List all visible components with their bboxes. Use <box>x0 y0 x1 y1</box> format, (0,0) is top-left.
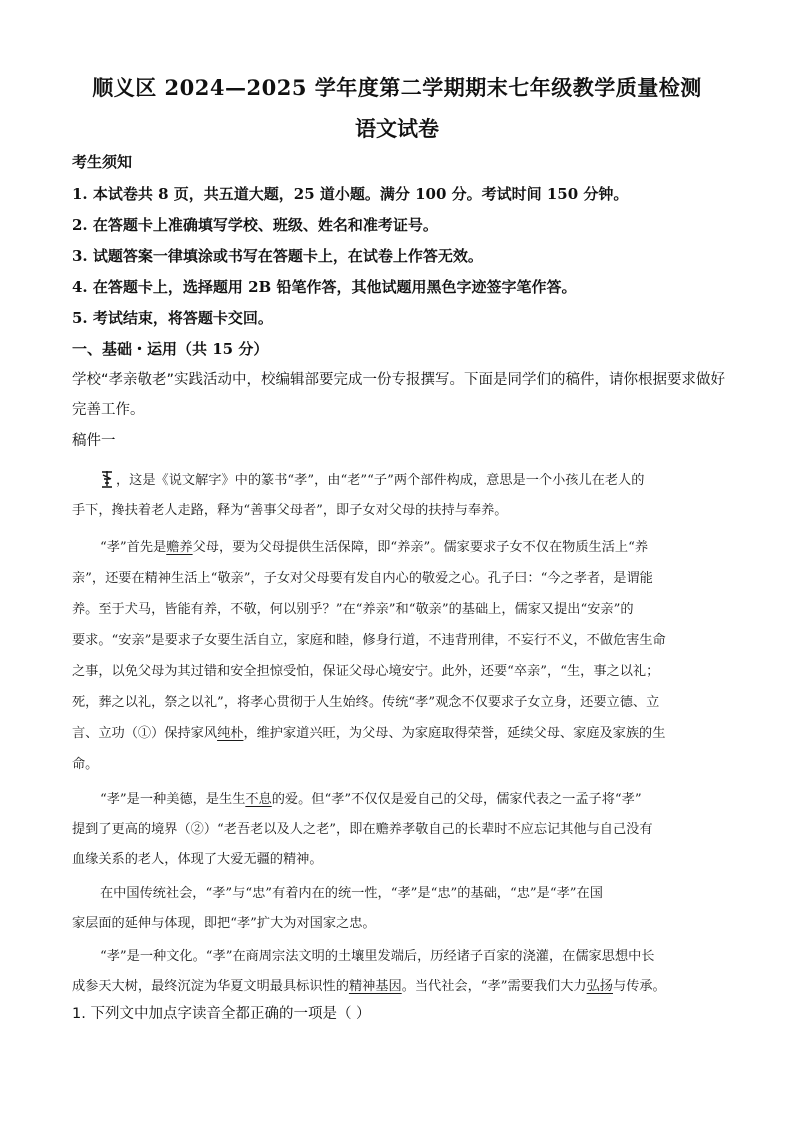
section-heading: 一、基础・运用（共 15 分） <box>72 340 269 358</box>
draft-p2-l7a: 言、立功（①）保持家风 <box>72 726 218 741</box>
draft-p1-line-2: 手下，搀扶着老人走路，释为“善事父母者”，即子女对父母的扶持与奉养。 <box>72 503 508 518</box>
draft-p3-l1a: “孝”是一种美德，是生生 <box>100 792 246 807</box>
draft-p2-l7u: 纯朴 <box>217 726 244 741</box>
draft-p2-line-6: 死，葬之以礼，祭之以礼”，将孝心贯彻于人生始终。传统“孝”观念不仅要求子女立身，还要立德、立 <box>72 695 660 710</box>
draft-p3-l1u: 不息 <box>245 792 272 807</box>
draft-p2-line-1 <box>100 538 648 558</box>
notice-item-2: 2. 在答题卡上准确填写学校、班级、姓名和准考证号。 <box>72 216 438 234</box>
draft-p2-line-3: 养。至于犬马，皆能有养，不敬，何以别乎？”在“养亲”和“敬亲”的基础上，儒家又提出“安亲”的 <box>72 602 634 617</box>
draft-p4-line-2: 家层面的延伸与体现，即把“孝”扩大为对国家之忠。 <box>72 916 376 931</box>
draft-p2-l1a: “孝”首先是 <box>100 540 167 555</box>
draft-p3-line-3: 血缘关系的老人，体现了大爱无疆的精神。 <box>72 852 323 867</box>
draft-p2-line-7 <box>72 724 665 744</box>
draft-p2-line-2: 亲”，还要在精神生活上“敬亲”，子女对父母要有发自内心的敬爱之心。孔子曰：“今之孝者，是谓能 <box>72 571 653 586</box>
exam-subtitle: 语文试卷 <box>355 116 439 141</box>
draft-p3-l1b: 的爱。但“孝”不仅仅是爱自己的父母，儒家代表之一孟子将“孝” <box>271 792 642 807</box>
draft-label: 稿件一 <box>72 433 116 449</box>
draft-p2-l1u: 赡养 <box>166 540 193 555</box>
draft-p2-l7b: ，维护家道兴旺，为父母、为家庭取得荣誉，延续父母、家庭及家族的生 <box>243 726 666 741</box>
draft-p5-l2c: 与传承。 <box>612 979 666 994</box>
draft-p3-line-1 <box>100 790 642 810</box>
notice-item-3: 3. 试题答案一律填涂或书写在答题卡上，在试卷上作答无效。 <box>72 247 483 265</box>
notice-heading: 考生须知 <box>72 153 133 171</box>
notice-item-1: 1. 本试卷共 8 页，共五道大题，25 道小题。满分 100 分。考试时间 150 分钟。 <box>72 185 629 203</box>
notice-item-5: 5. 考试结束，将答题卡交回。 <box>72 309 273 327</box>
draft-p2-line-8: 命。 <box>72 757 99 772</box>
draft-p1-line-1 <box>100 470 644 491</box>
draft-p2-line-4: 要求。“安亲”是要求子女要生活自立，家庭和睦，修身行道，不违背刑律，不妄行不义，不做危害生命 <box>72 633 666 648</box>
draft-p2-l1b: 父母，要为父母提供生活保障，即“养亲”。儒家要求子女不仅在物质生活上“养 <box>192 540 649 555</box>
draft-p3-line-2: 提到了更高的境界（②）“老吾老以及人之老”，即在赡养孝敬自己的长辈时不应忘记其他与自己没有 <box>72 822 653 837</box>
draft-p5-line-1: “孝”是一种文化。“孝”在商周宗法文明的土壤里发端后，历经诸子百家的浇灌，在儒家思想中长 <box>100 949 655 964</box>
draft-p5-l2b: 。当代社会，“孝”需要我们大力 <box>401 979 587 994</box>
draft-p5-line-2 <box>72 977 666 997</box>
seal-script-xiao-icon <box>100 470 114 488</box>
exam-title: 顺义区 2024—2025 学年度第二学期期末七年级教学质量检测 <box>92 75 702 100</box>
section-intro-line-1: 学校“孝亲敬老”实践活动中，校编辑部要完成一份专报撰写。下面是同学们的稿件，请你根据要求做好 <box>72 372 726 388</box>
question-1: 1. 下列文中加点字读音全都正确的一项是（ ） <box>72 1006 371 1022</box>
draft-p5-l2u2: 弘扬 <box>586 979 613 994</box>
notice-item-4: 4. 在答题卡上，选择题用 2B 铅笔作答，其他试题用黑色字迹签字笔作答。 <box>72 278 577 296</box>
draft-p2-line-5: 之事，以免父母为其过错和安全担惊受怕，保证父母心境安宁。此外，还要“卒亲”，“生，事之以礼； <box>72 664 660 679</box>
draft-p4-line-1: 在中国传统社会，“孝”与“忠”有着内在的统一性，“孝”是“忠”的基础，“忠”是“孝”在国 <box>100 886 603 901</box>
draft-p5-l2u: 精神基因 <box>348 979 402 994</box>
draft-p1-text-1: ，这是《说文解字》中的篆书“孝”，由“老”“子”两个部件构成，意思是一个小孩儿在老人的 <box>116 473 645 488</box>
section-intro-line-2: 完善工作。 <box>72 402 145 418</box>
draft-p5-l2a: 成参天大树，最终沉淀为华夏文明最具标识性的 <box>72 979 349 994</box>
